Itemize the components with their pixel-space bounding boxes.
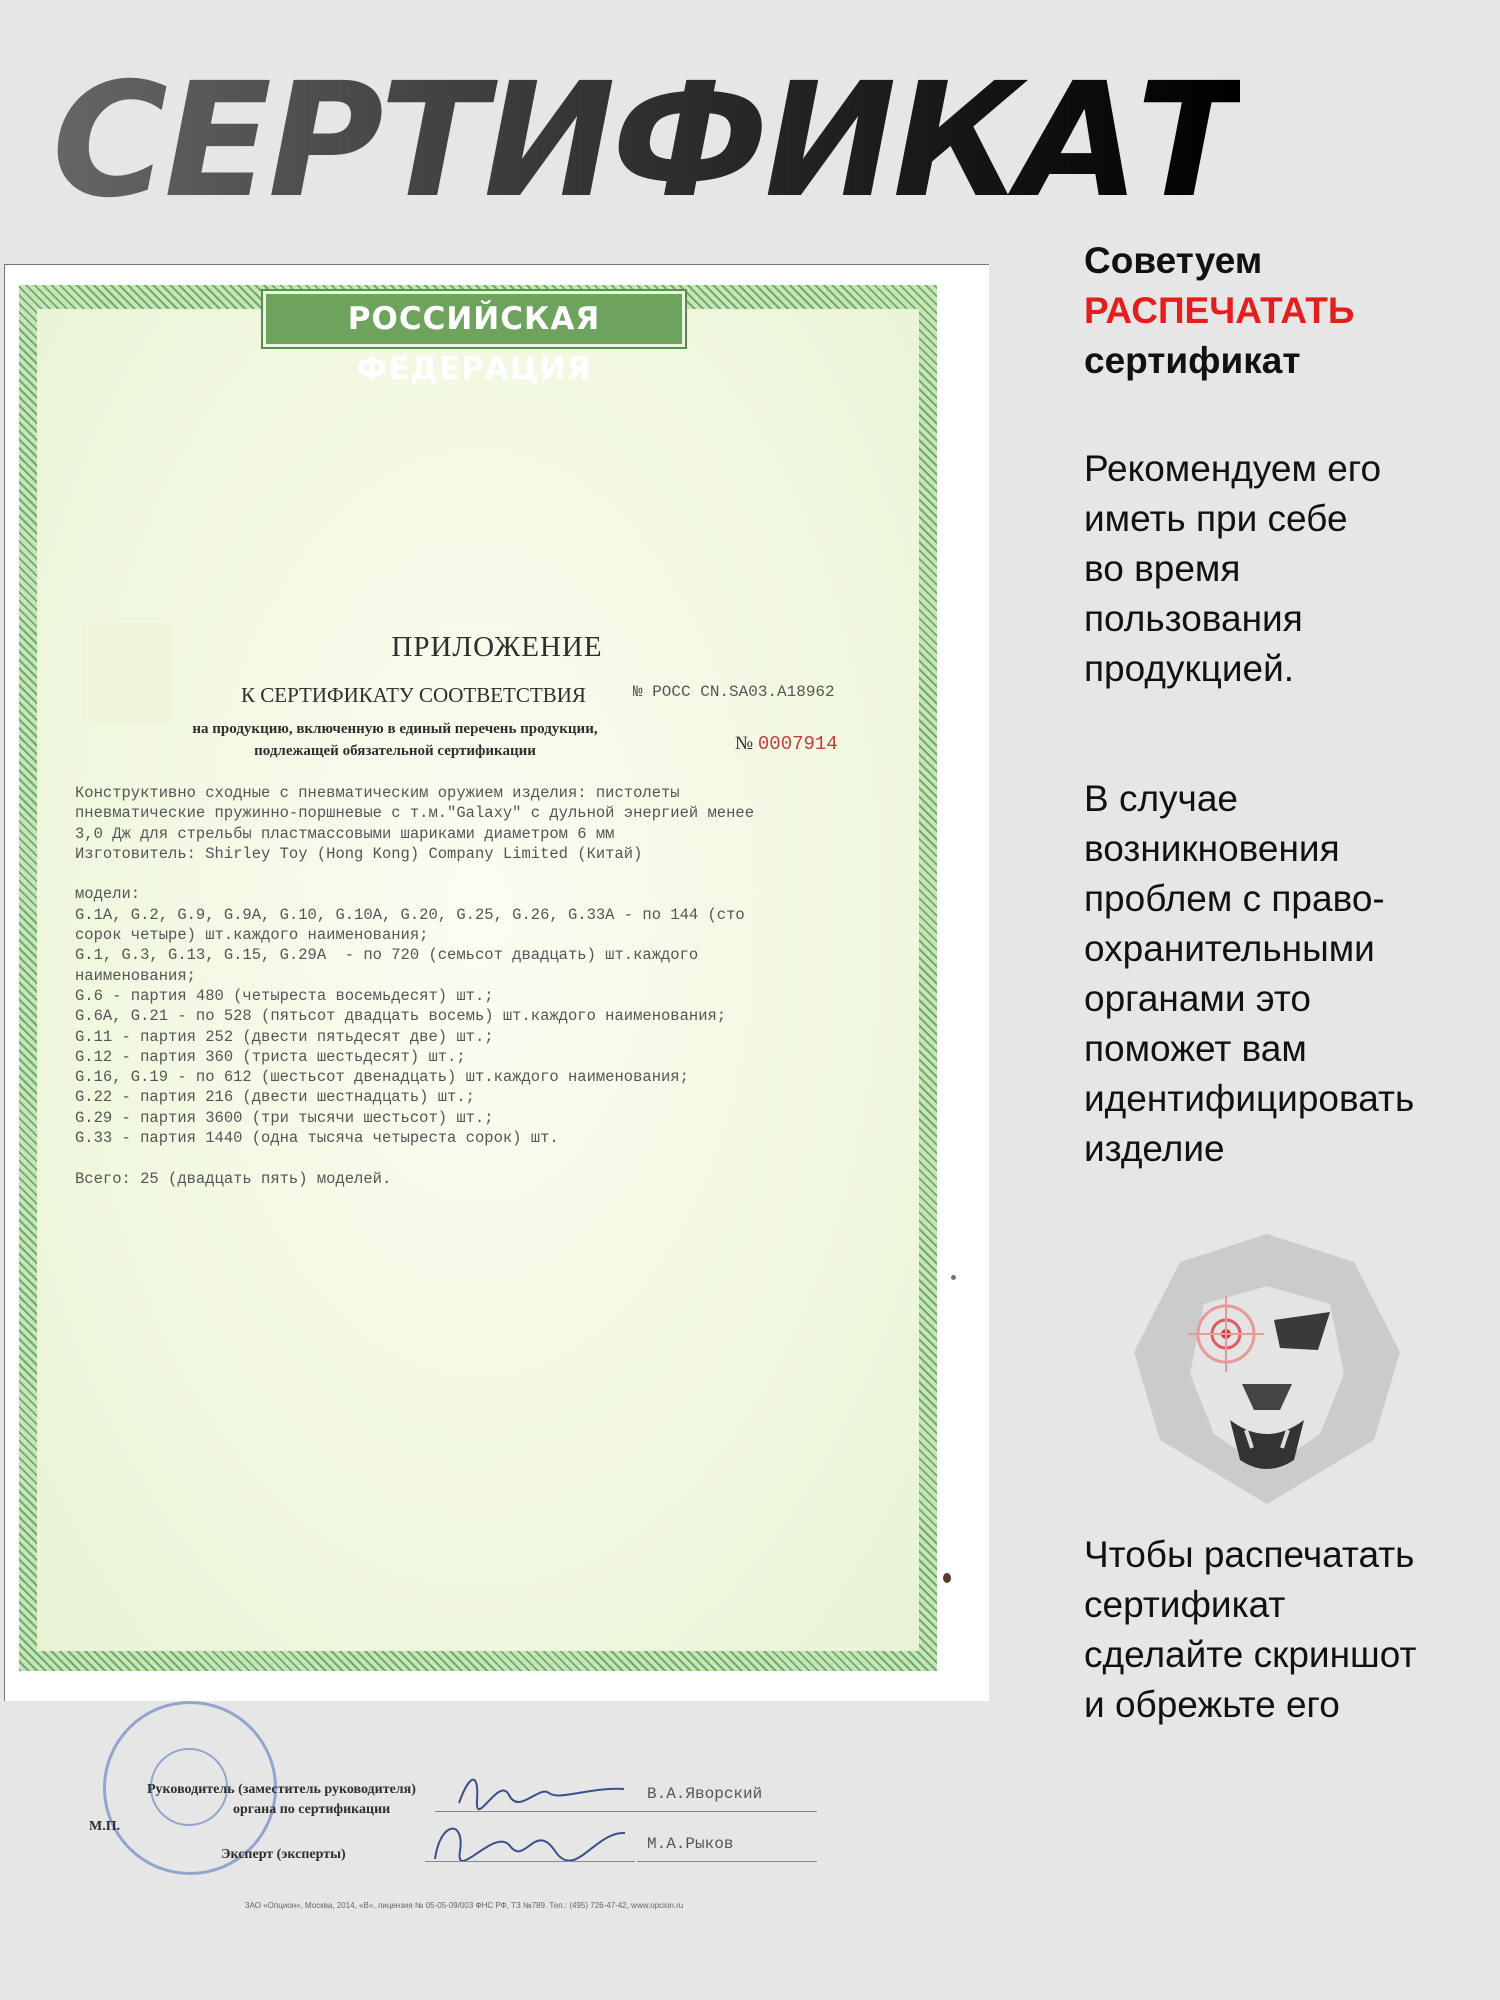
speck: [951, 1275, 956, 1280]
expert-label: Эксперт (эксперты): [221, 1847, 346, 1862]
serial-number: [735, 733, 838, 755]
product-line-2: подлежащей обязательной сертификации: [254, 743, 536, 759]
signature-line-expert: [425, 1861, 635, 1862]
name-line-expert: [637, 1861, 817, 1862]
certificate-text: Конструктивно сходные с пневматическим оружием изделия: пистолеты пневматические пружинно-поршневые с т.м."Galaxy" с дульной энергией менее 3,0 Дж для стрельбы пластмассовыми шариками диаметром 6 мм Изготовитель: Shirley Toy (Hong Kong) Company Limited (Китай) модели: G.1A, G.2, G.9, G.9A, G.10, G.10A, G.20, G.25, G.26, G.33A - по 144 (сто сорок четыре) шт.каждого наименования; G.1, G.3, G.13, G.15, G.29A - по 720 (семьсот двадцать) шт.каждого наименования; G.6 - партия 480 (четыреста восемьдесят) шт.; G.6A, G.21 - по 528 (пятьсот двадцать восемь) шт.каждого наименования; G.11 - партия 252 (двести пятьдесят две) шт.; G.12 - партия 360 (триста шестьдесят) шт.; G.16, G.19 - по 612 (шестьсот двенадцать) шт.каждого наименования; G.22 - партия 216 (двести шестнадцать) шт.; G.29 - партия 3600 (три тысячи шестьсот) шт.; G.33 - партия 1440 (одна тысяча четыреста сорок) шт. Всего: 25 (двадцать пять) моделей.: [75, 784, 755, 1188]
speck: [943, 1573, 951, 1583]
lion-head-target-icon: [1134, 1234, 1400, 1504]
certificate-subheading: К СЕРТИФИКАТУ СООТВЕТСТВИЯ: [241, 683, 586, 707]
serial-value: 0007914: [757, 733, 838, 755]
certificate-banner: РОССИЙСКАЯ ФЕДЕРАЦИЯ: [263, 291, 685, 347]
print-hint: Чтобы распечатать сертификат сделайте скриншот и обрежьте его: [1084, 1534, 1417, 1725]
page-title: СЕРТИФИКАТ: [52, 49, 1240, 233]
head-label-2: органа по сертификации: [233, 1802, 391, 1817]
certificate-image: [4, 264, 989, 1910]
case-text: В случае возникновения проблем с право- охранительными органами это поможет вам идентифицировать изделие: [1084, 778, 1415, 1169]
signature-head-icon: [449, 1765, 629, 1815]
certificate-heading: ПРИЛОЖЕНИЕ: [391, 631, 603, 663]
serial-prefix: №: [735, 733, 754, 754]
head-label-1: Руководитель (заместитель руководителя): [147, 1782, 416, 1797]
product-line-1: на продукцию, включенную в единый перечень продукции,: [192, 721, 598, 737]
recommend-text: Рекомендуем его иметь при себе во время пользования продукцией.: [1084, 448, 1382, 689]
name-line-head: [637, 1811, 817, 1812]
certificate-footer: ЗАО «Опцион», Москва, 2014, «В», лицензия № 05-05-09/003 ФНС РФ, ТЗ №789. Тел.: (495) 726-47-42, www.opcion.ru: [244, 1901, 684, 1910]
certificate-number: № РОСС CN.SA03.A18962: [633, 683, 835, 701]
mp-label: М.П.: [89, 1819, 121, 1834]
expert-name: М.А.Рыков: [647, 1835, 734, 1853]
print-advice: Советуем РАСПЕЧАТАТЬ сертификат: [1084, 240, 1355, 381]
head-name: В.А.Яворский: [647, 1785, 763, 1803]
